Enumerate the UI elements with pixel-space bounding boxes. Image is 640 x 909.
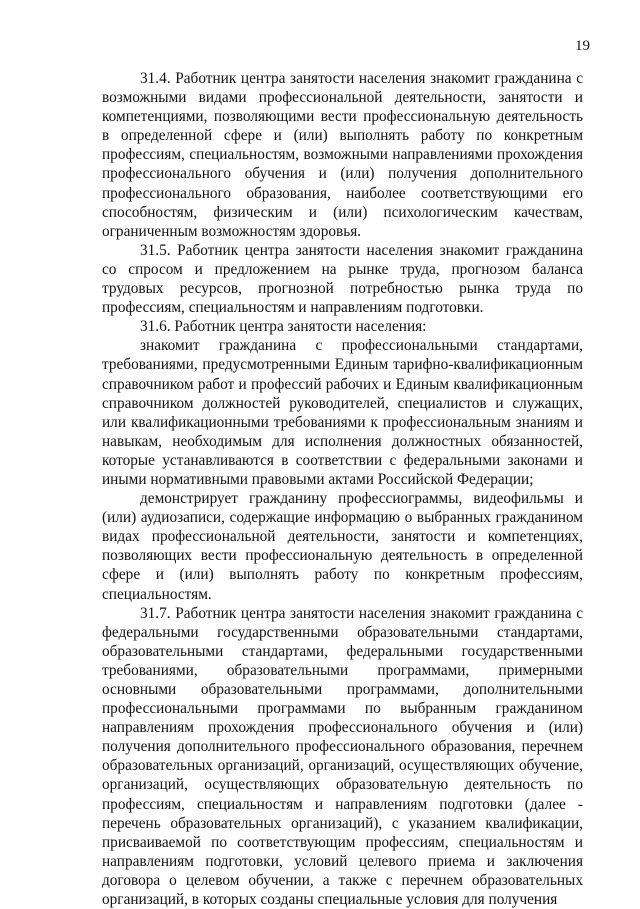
page-number: 19 [575, 38, 590, 54]
paragraph-31-5: 31.5. Работник центра занятости населения знакомит гражданина со спросом и предложением на рынке труда, прогнозом баланса трудовых ресурсов, прогнозной потребностью рынка труда по профессиям, специальностям и направлениям подготовки. [102, 241, 583, 317]
document-body [102, 69, 583, 909]
paragraph-31-6-demonstration: демонстрирует гражданину профессиограммы, видеофильмы и (или) аудиозаписи, содержащие информацию о выбранных гражданином видах профессиональной деятельности, занятости и компетенциях, позволяющих вести профессиональную деятельность в определенной сфере и (или) выполнять работу по конкретным профессиям, специальностям. [102, 490, 583, 603]
paragraph-31-6-standards: знакомит гражданина с профессиональными стандартами, требованиями, предусмотренными Единым тарифно-квалификационным справочником работ и профессий рабочих и Единым квалификационным справочником должностей руководителей, специалистов и служащих, или квалификационными требованиями к профессиональным знаниям и навыкам, необходимым для исполнения должностных обязанностей, которые устанавливаются в соответствии с федеральными законами и иными нормативными правовыми актами Российской Федерации; [102, 337, 583, 488]
paragraph-31-6: 31.6. Работник центра занятости населения: [140, 318, 427, 336]
paragraph-31-4: 31.4. Работник центра занятости населения знакомит гражданина с возможными видами профессиональной деятельности, занятости и компетенциями, позволяющими вести профессиональную деятельность в определенной сфере и (или) выполнять работу по конкретным профессиям, специальностям, возможными направлениями прохождения профессионального обучения и (или) получения дополнительного профессионального образования, наиболее соответствующими его способностям, физическим и (или) психологическим качествам, ограниченным возможностям здоровья. [102, 70, 583, 240]
paragraph-31-7: 31.7. Работник центра занятости населения знакомит гражданина с федеральными государственными образовательными стандартами, образовательными стандартами, федеральными государственными требованиями, образовательными программами, примерными основными образовательными программами, дополнительными профессиональными программами по выбранным гражданином направлениям прохождения профессионального обучения и (или) получения дополнительного профессионального образования, перечнем образовательных организаций, организаций, осуществляющих обучение, организаций, осуществляющих образовательную деятельность по профессиям, специальностям и направлениям подготовки (далее - перечень образовательных организаций), с указанием квалификации, присваиваемой по соответствующим профессиям, специальностям и направлениям подготовки, условий целевого приема и заключения договора о целевом обучении, а также с перечнем образовательных организаций, в которых созданы специальные условия для получения [102, 604, 583, 909]
